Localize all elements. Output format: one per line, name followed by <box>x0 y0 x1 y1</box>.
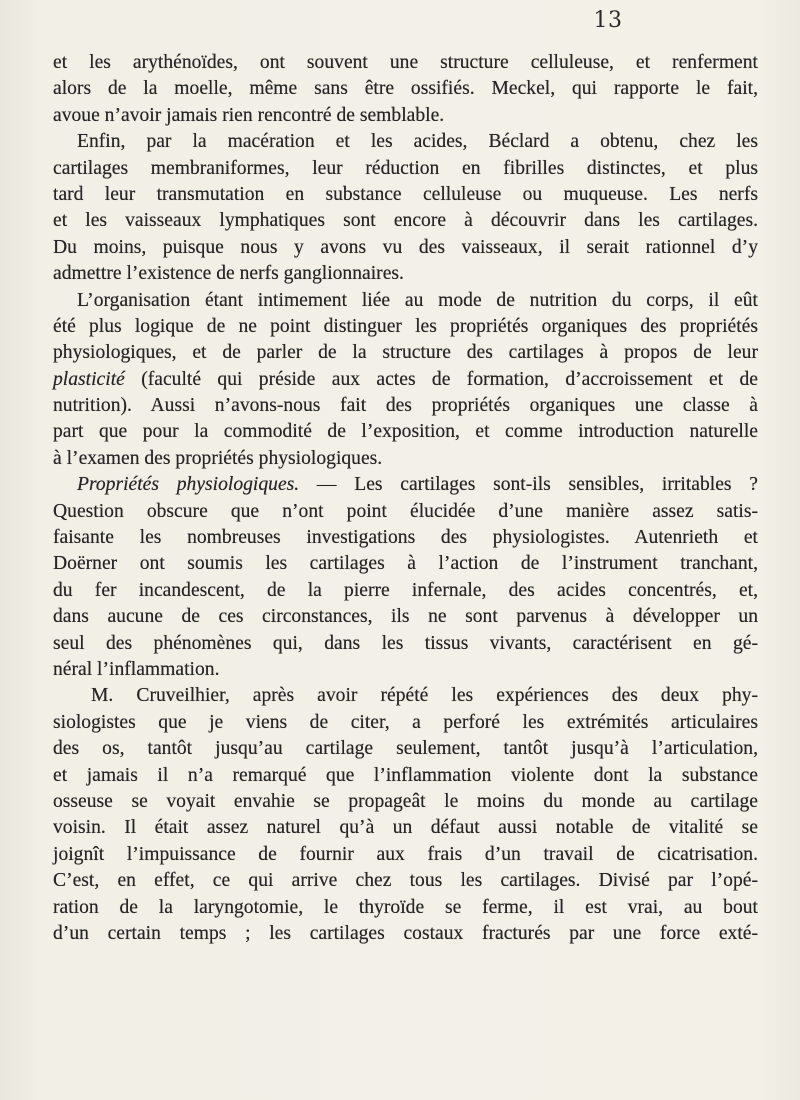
text-line: d’un certain temps ; les cartilages costaux fracturés par une force exté- <box>53 922 758 944</box>
text-line: Du moins, puisque nous y avons vu des vaisseaux, il serait rationnel d’y <box>53 236 758 258</box>
text-line: M. Cruveilhier, après avoir répété les expériences des deux phy- <box>91 685 758 707</box>
paragraph <box>53 129 758 287</box>
text-line: physiologiques, et de parler de la structure des cartilages à propos de leur <box>53 342 758 364</box>
text-line: part que pour la commodité de l’exposition, et comme introduction naturelle <box>53 421 758 443</box>
text-line: siologistes que je viens de citer, a perforé les extrémités articulaires <box>53 711 758 733</box>
text-line: C’est, en effet, ce qui arrive chez tous les cartilages. Divisé par l’opé- <box>53 870 758 892</box>
italic-term: plasticité <box>53 368 125 390</box>
paragraph <box>53 50 758 129</box>
page-number: 13 <box>593 8 623 33</box>
text-line: Question obscure que n’ont point élucidée d’une manière assez satis- <box>53 500 758 522</box>
text-line <box>53 367 758 393</box>
paragraph <box>53 288 758 473</box>
text-line: et les arythénoïdes, ont souvent une structure celluleuse, et renferment <box>53 52 758 73</box>
text-line: avoue n’avoir jamais rien rencontré de semblable. <box>53 104 445 126</box>
text-line: Enfin, par la macération et les acides, Béclard a obtenu, chez les <box>77 131 758 153</box>
text-line: et les vaisseaux lymphatiques sont encore à découvrir dans les cartilages. <box>53 210 758 232</box>
text-line: faisante les nombreuses investigations des physiologistes. Autenrieth et <box>53 527 758 549</box>
paragraph <box>53 472 758 683</box>
text-line: nutrition). Aussi n’avons-nous fait des propriétés organiques une classe à <box>53 395 758 417</box>
text-line: voisin. Il était assez naturel qu’à un défaut aussi notable de vitalité se <box>53 817 758 839</box>
section-heading: Propriétés physiologiques. <box>77 474 300 496</box>
text-line: L’organisation étant intimement liée au mode de nutrition du corps, il eût <box>77 289 758 311</box>
text-line: osseuse se voyait envahie se propageât le moins du monde au cartilage <box>53 790 758 812</box>
text-line: et jamais il n’a remarqué que l’inflammation violente dont la substance <box>53 764 758 786</box>
text-line: alors de la moelle, même sans être ossifiés. Meckel, qui rapporte le fait, <box>53 78 758 100</box>
text-line: seul des phénomènes qui, dans les tissus vivants, caractérisent en gé- <box>53 632 758 654</box>
text-run: (faculté qui préside aux actes de formation, d’accroissement et de <box>124 368 758 390</box>
text-line: été plus logique de ne point distinguer les propriétés organiques des propriétés <box>53 315 758 337</box>
text-line: dans aucune de ces circonstances, ils ne sont parvenus à développer un <box>53 606 758 628</box>
text-line: cartilages membraniformes, leur réduction en fibrilles distinctes, et plus <box>53 157 758 179</box>
text-line: admettre l’existence de nerfs ganglionnaires. <box>53 263 404 285</box>
text-line: ration de la laryngotomie, le thyroïde se ferme, il est vrai, au bout <box>53 896 758 918</box>
text-line: joignît l’impuissance de fournir aux frais d’un travail de cicatrisation. <box>53 843 758 865</box>
text-line: à l’examen des propriétés physiologiques. <box>53 447 383 469</box>
text-line: des os, tantôt jusqu’au cartilage seulement, tantôt jusqu’à l’articulation, <box>53 738 758 760</box>
text-line <box>53 472 758 498</box>
text-line: du fer incandescent, de la pierre infernale, des acides concentrés, et, <box>53 579 758 601</box>
text-line: tard leur transmutation en substance celluleuse ou muqueuse. Les nerfs <box>53 183 758 205</box>
text-line: néral l’inflammation. <box>53 658 220 680</box>
text-run: — Les cartilages sont-ils sensibles, irritables ? <box>299 474 758 496</box>
page-text <box>53 50 758 947</box>
paragraph <box>53 683 758 947</box>
text-line: Doërner ont soumis les cartilages à l’action de l’instrument tranchant, <box>53 553 758 575</box>
